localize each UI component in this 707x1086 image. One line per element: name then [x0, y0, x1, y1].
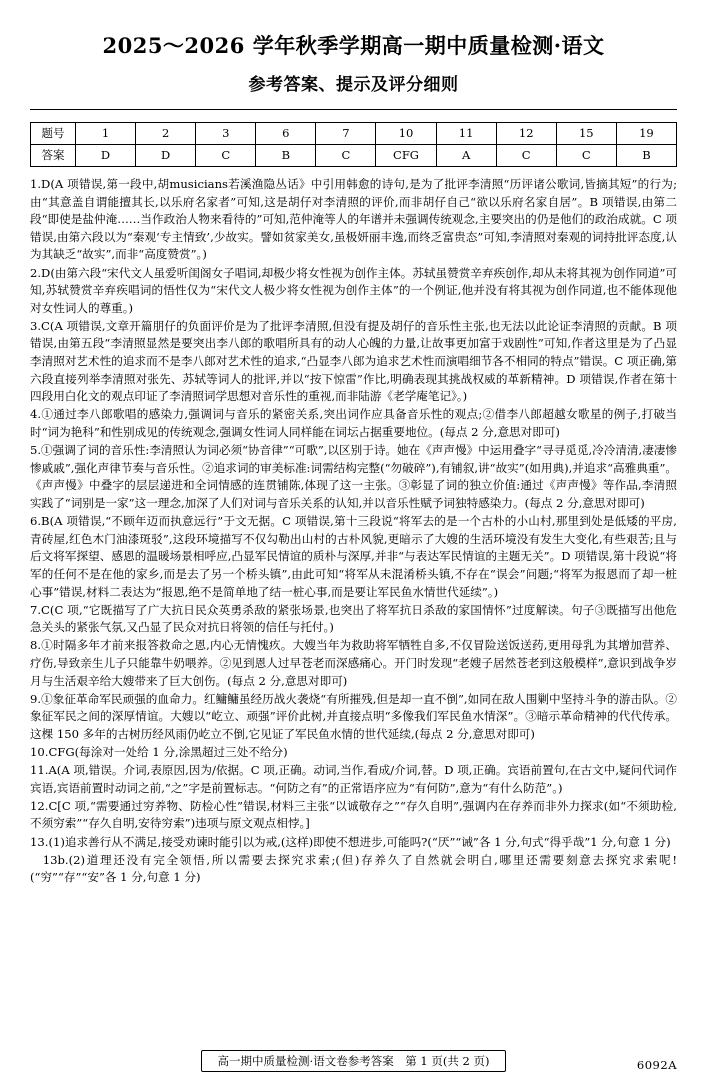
- table-cell: 2: [136, 123, 196, 145]
- table-cell: C: [496, 145, 556, 167]
- table-row-answers: [31, 145, 677, 167]
- table-cell: 15: [556, 123, 616, 145]
- row-label-answer: 答案: [31, 145, 76, 167]
- table-cell: C: [316, 145, 376, 167]
- explanation-item: 2.D(由第六段“宋代文人虽爱听闺阁女子唱词,却极少将女性视为创作主体。苏轼虽赞赏辛弃疾创作,却从未将其视为创作同道”可知,苏轼赞赏辛弃疾唱词的悟性仅为“宋代文人极少将女性视为创作主体”的一个例证,他并没有将其视为创作同道,也不能体现他对女性词人的尊重。): [30, 265, 677, 315]
- table-cell: B: [256, 145, 316, 167]
- explanation-item: 12.C[C 项,“需要通过穷养物、防检心性”错误,材料三主张“以诚敬存之”“存久自明”,强调内在存养而非外力探求(如“不须助检,不须穷索”“存久自明,安待穷索”)违项与原文观点相悖。]: [30, 798, 677, 831]
- footer-label: 高一期中质量检测·语文卷参考答案 第 1 页(共 2 页): [201, 1050, 507, 1072]
- table-cell: 1: [76, 123, 136, 145]
- explanation-item: 9.①象征革命军民顽强的血命力。红鳙鳙虽经历战火袭烧“有所摧残,但是却一直不倒”,如同在敌人围剿中坚持斗争的游击队。②象征军民之间的深厚情谊。大嫂以“屹立、顽强”评价此树,并直接点明“多像我们军民鱼水情深”。③暗示革命精神的代代传承。这棵 150 多年的古树历经风雨仍屹立不倒,它见证了军民鱼水情的世代延续,(每点 2 分,意思对即可): [30, 691, 677, 741]
- table-cell: 19: [616, 123, 676, 145]
- page-footer: [0, 1050, 707, 1072]
- explanations-body: [30, 176, 677, 887]
- explanation-item: 3.C(A 项错误,文章开篇朋仔的负面评价是为了批评李清照,但没有提及胡仔的音乐性主张,也无法以此论证李清照的贡献。B 项错误,由第五段“李清照显然是要突出李八郎的歌唱所具有的动人心魄的力量,让故事更加富于戏剧性”可知,作者这里是为了凸显李清照对艺术性的追求而不是李八郎对艺术性的追求,“凸显李八郎为追求艺术性而演唱细节各不相同的特点”错误。C 项正确,第六段直接列举李清照对张先、苏轼等词人的批评,并以“按下惊雷”作比,明确表现其挑战权威的革新精神。D 项错误,作者在第十四段用白化文的观点印证了李清照词学思想对音乐性的重视,而非陆游《老学庵笔记》。): [30, 318, 677, 404]
- table-cell: D: [136, 145, 196, 167]
- row-label-number: 题号: [31, 123, 76, 145]
- explanation-item: 6.B(A 项错误,“不顾年迈而执意远行”于文无据。C 项错误,第十三段说“将军去的是一个古朴的小山村,那里到处是低矮的平房,青砖屋,红色木门油漆斑驳”,这段环境描写不仅勾勒出山村的古朴风貌,更暗示了大嫂的生活环境没有发生大变化,有些艰苦;且与后文将军探望、感恩的温暖场景相呼应,凸显军民情谊的质朴与深厚,并非“与表达军民情谊的主题无关”。D 项错误,第十段说“将军的任何不是在他的家乡,而是去了另一个桥头镇”,由此可知“将军从未混淆桥头镇,不存在“误会”问题;“将军为报恩而了却一桩心事”错误,材料二表达为“报恩,绝不是简单地了结一桩心事,而是要让军民鱼水情世代延续”。): [30, 514, 677, 599]
- table-cell: C: [556, 145, 616, 167]
- explanation-item: 1.D(A 项错误,第一段中,胡musicians若溪渔隐丛话》中引用韩愈的诗句,是为了批评李清照“历评诸公歌词,皆摘其短”的行为;由“其意盖自谓能擅其长,以乐府名家者”可知,这是胡仔对李清照的评价,而非胡仔自己“欲以乐府名家自居”。B 项错误,由第二段“即使是盐仲淹……当作政治人物来看待的”可知,范仲淹等人的年谱并未强调传统观念,主要突出的仍是他们的政治成就。C 项错误,由第六段以为“秦观‘专主情致’,少故实。譬如贫家美女,虽极妍丽丰逸,而终乏富贵态”可知,李清照对秦观的词持批评态度,认为其缺乏“故实”,而非“高度赞赏”。): [30, 177, 677, 262]
- table-cell: B: [616, 145, 676, 167]
- table-cell: CFG: [376, 145, 436, 167]
- table-cell: 7: [316, 123, 376, 145]
- explanation-item: 8.①时隔多年才前来报答救命之恩,内心无情愧疚。大嫂当年为救助将军牺牲自多,不仅冒险送饭送药,更用母乳为其增加营养、疗伤,导致亲生儿子只能靠牛奶喂养。②见到恩人过早苍老而深感痛心。开门时发现“老嫂子居然苍老到这般模样”,意识到战争岁月与生活艰辛给大嫂带来了巨大创伤。(每点 2 分,意思对即可): [30, 638, 677, 688]
- explanation-item: 4.①通过李八郎歌唱的感染力,强调词与音乐的紧密关系,突出词作应具备音乐性的观点;②借李八郎超越女歌星的例子,打破当时“词为艳科”和性别成见的传统观念,强调女性词人同样能在词坛占据重要地位。(每点 2 分,意思对即可): [30, 407, 677, 440]
- table-cell: A: [436, 145, 496, 167]
- table-cell: 11: [436, 123, 496, 145]
- table-cell: 10: [376, 123, 436, 145]
- table-cell: C: [196, 145, 256, 167]
- explanation-item: 5.①强调了词的音乐性:李清照认为词必须“协音律”“可歌”,以区别于诗。她在《声声慢》中运用叠字“寻寻觅觅,冷冷清清,凄凄惨惨戚戚”,强化声律节奏与音乐性。②追求词的审美标准:词需结构完整(“勿破碎”),有铺叙,讲“故实”(如用典),并追求“高雅典重”。《声声慢》中叠字的层层递进和全词情感的连贯铺陈,体现了这一主张。③彰显了词的独立价值:通过《声声慢》等作品,李清照实践了“词别是一家”这一理念,加深了人们对词与音乐关系的认知,并以音乐性赋予词独特感染力。(每点 2 分,意思对即可): [30, 443, 677, 510]
- explanation-item: 13b.(2)道理还没有完全领悟,所以需要去探究求索;(但)存养久了自然就会明白,哪里还需要刻意去探究求索呢!(“穷”“存”“安”各 1 分,句意 1 分): [30, 852, 677, 885]
- table-cell: D: [76, 145, 136, 167]
- table-cell: 12: [496, 123, 556, 145]
- explanation-item: 11.A(A 项,错误。介词,表原因,因为/依据。C 项,正确。动词,当作,看成/介词,替。D 项,正确。宾语前置句,在古文中,疑问代词作宾语,宾语前置时动词之前,“之”字是前置标志。“何防之有”的正常语序应为“有何防”,意为“有什么防范”。): [30, 763, 677, 795]
- explanation-item: 10.CFG(每涂对一处给 1 分,涂黑超过三处不给分): [30, 745, 288, 759]
- table-cell: 6: [256, 123, 316, 145]
- table-row-numbers: [31, 123, 677, 145]
- table-cell: 3: [196, 123, 256, 145]
- explanation-item: 13.(1)追求善行从不满足,接受劝谏时能引以为戒,(这样)即使不想进步,可能吗?(“厌”“诫”各 1 分,句式“得乎哉”1 分,句意 1 分): [30, 834, 671, 849]
- page-subtitle: 参考答案、提示及评分细则: [248, 75, 459, 95]
- page-title: 2025～2026 学年秋季学期高一期中质量检测·语文: [102, 33, 605, 58]
- answer-table: [30, 122, 677, 167]
- title-divider: [30, 109, 677, 110]
- explanation-item: 7.C(C 项,“它既描写了广大抗日民众英勇杀敌的紧张场景,也突出了将军抗日杀敌的家国情怀”过度解读。句子③既描写出他危急关头的紧张气氛,又凸显了民众对抗日将领的信任与托付。): [30, 602, 677, 635]
- paper-code: 6092A: [636, 1058, 677, 1072]
